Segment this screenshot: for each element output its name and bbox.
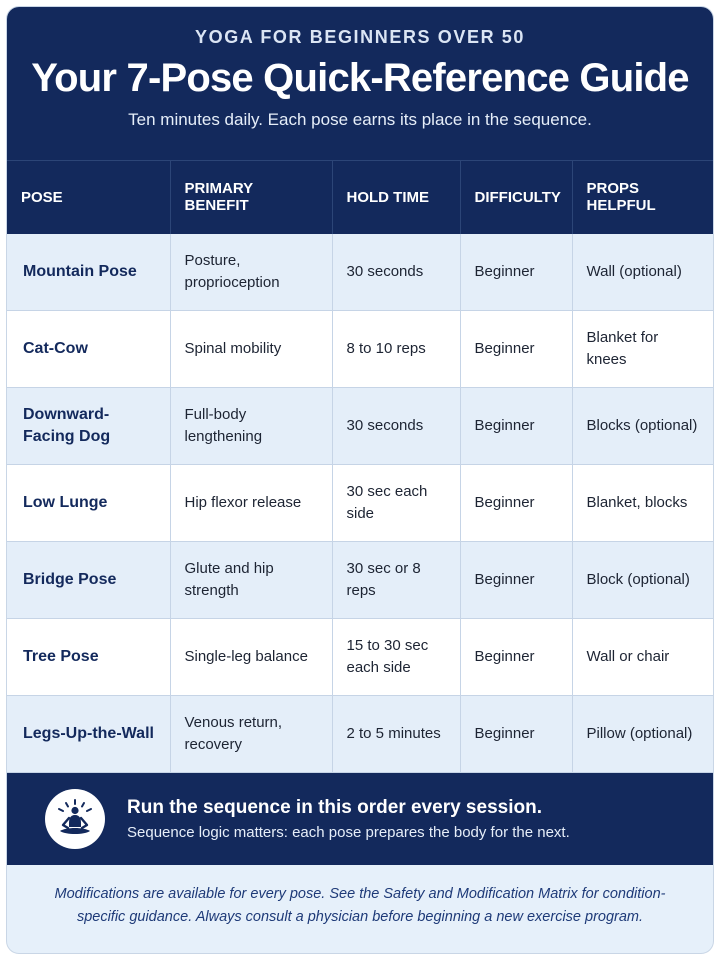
hold-time: 30 sec each side (332, 465, 460, 542)
table-row (7, 619, 713, 696)
table-header-row (7, 161, 713, 234)
hold-time: 30 sec or 8 reps (332, 542, 460, 619)
hold-time: 2 to 5 minutes (332, 696, 460, 773)
props-helpful: Block (optional) (572, 542, 713, 619)
difficulty: Beginner (460, 311, 572, 388)
primary-benefit: Glute and hip strength (170, 542, 332, 619)
column-header-difficulty: DIFFICULTY (460, 161, 572, 234)
props-helpful: Blanket for knees (572, 311, 713, 388)
meditation-icon (45, 789, 105, 849)
difficulty: Beginner (460, 234, 572, 311)
props-helpful: Blocks (optional) (572, 388, 713, 465)
primary-benefit: Hip flexor release (170, 465, 332, 542)
eyebrow: YOGA FOR BEGINNERS OVER 50 (195, 27, 525, 47)
difficulty: Beginner (460, 542, 572, 619)
hold-time: 15 to 30 sec each side (332, 619, 460, 696)
props-helpful: Blanket, blocks (572, 465, 713, 542)
primary-benefit: Single-leg balance (170, 619, 332, 696)
props-helpful: Pillow (optional) (572, 696, 713, 773)
banner-text (127, 797, 570, 841)
table-row (7, 696, 713, 773)
header (7, 7, 713, 160)
table-row (7, 234, 713, 311)
difficulty: Beginner (460, 465, 572, 542)
hold-time: 30 seconds (332, 234, 460, 311)
pose-name: Tree Pose (7, 619, 170, 696)
table-row (7, 388, 713, 465)
page-title: Your 7-Pose Quick-Reference Guide (31, 56, 689, 100)
props-helpful: Wall (optional) (572, 234, 713, 311)
pose-name: Mountain Pose (7, 234, 170, 311)
pose-name: Downward-Facing Dog (7, 388, 170, 465)
table-row (7, 465, 713, 542)
column-header-benefit: PRIMARY BENEFIT (170, 161, 332, 234)
sequence-banner (7, 773, 713, 865)
primary-benefit: Spinal mobility (170, 311, 332, 388)
primary-benefit: Venous return, recovery (170, 696, 332, 773)
banner-subtext: Sequence logic matters: each pose prepares the body for the next. (127, 824, 570, 841)
table-row (7, 311, 713, 388)
reference-card (7, 7, 713, 953)
column-header-props: PROPS HELPFUL (572, 161, 713, 234)
difficulty: Beginner (460, 388, 572, 465)
pose-table (7, 160, 713, 773)
banner-headline: Run the sequence in this order every session. (127, 797, 542, 818)
pose-name: Legs-Up-the-Wall (7, 696, 170, 773)
pose-name: Low Lunge (7, 465, 170, 542)
difficulty: Beginner (460, 619, 572, 696)
footer-note: Modifications are available for every pose. See the Safety and Modification Matrix for condition-specific guidance. Always consult a physician before beginning a new exercise program. (54, 886, 666, 925)
column-header-hold: HOLD TIME (332, 161, 460, 234)
subtitle: Ten minutes daily. Each pose earns its place in the sequence. (128, 110, 592, 129)
table-row (7, 542, 713, 619)
hold-time: 30 seconds (332, 388, 460, 465)
pose-name: Cat-Cow (7, 311, 170, 388)
props-helpful: Wall or chair (572, 619, 713, 696)
primary-benefit: Posture, proprioception (170, 234, 332, 311)
pose-name: Bridge Pose (7, 542, 170, 619)
meditation-icon-graphic (54, 798, 96, 840)
difficulty: Beginner (460, 696, 572, 773)
hold-time: 8 to 10 reps (332, 311, 460, 388)
primary-benefit: Full-body lengthening (170, 388, 332, 465)
column-header-pose: POSE (7, 161, 170, 234)
